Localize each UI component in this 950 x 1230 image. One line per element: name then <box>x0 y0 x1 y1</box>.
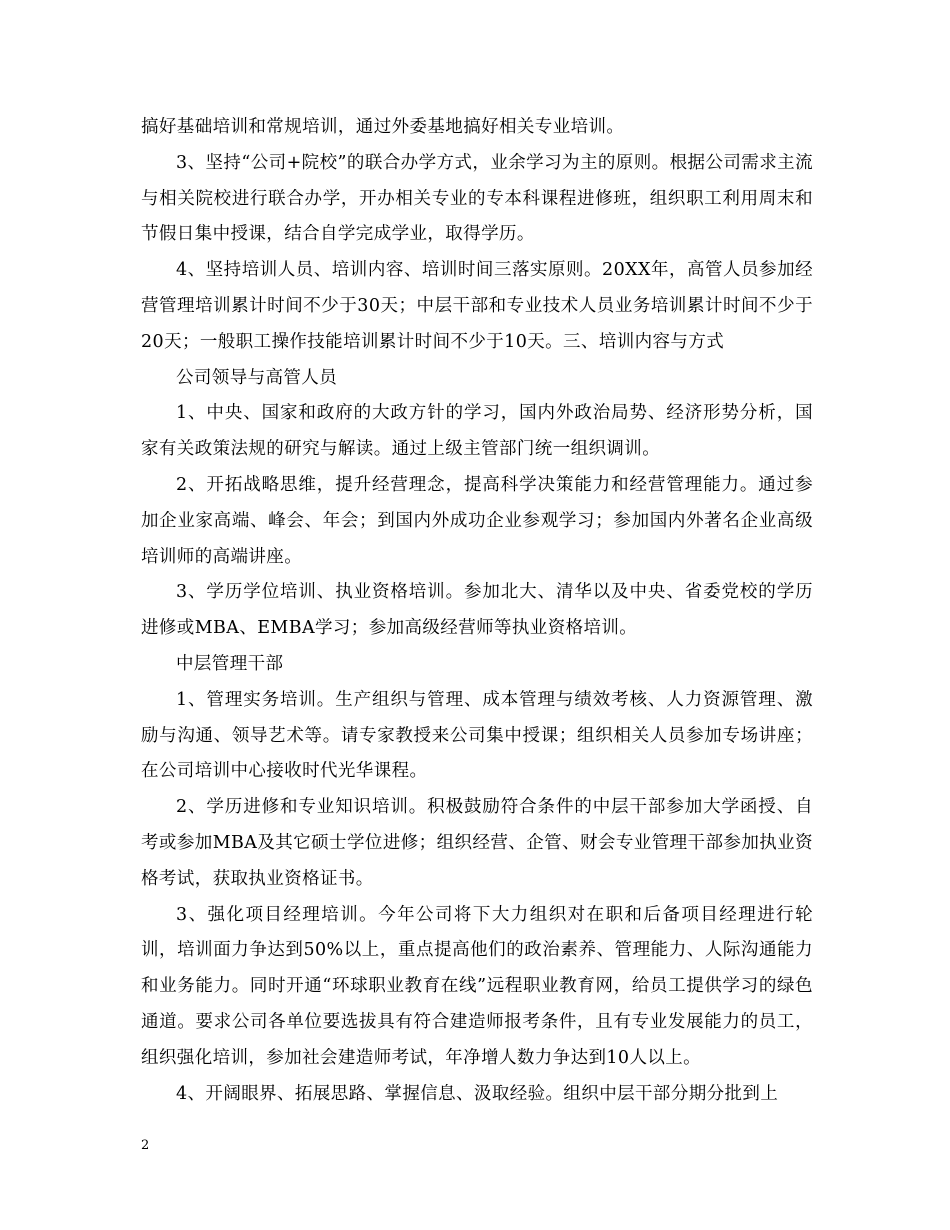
paragraph: 4、坚持培训人员、培训内容、培训时间三落实原则。20XX年，高管人员参加经营管理培训累计时间不少于30天；中层干部和专业技术人员业务培训累计时间不少于20天；一般职工操作技能培训累计时间不少于10天。三、培训内容与方式 <box>141 260 813 352</box>
paragraph: 中层管理干部 <box>176 653 284 674</box>
paragraph: 2、学历进修和专业知识培训。积极鼓励符合条件的中层干部参加大学函授、自考或参加MBA及其它硕士学位进修；组织经营、企管、财会专业管理干部参加执业资格考试，获取执业资格证书。 <box>141 797 813 889</box>
paragraph: 3、坚持“公司+院校”的联合办学方式，业余学习为主的原则。根据公司需求主流与相关院校进行联合办学，开办相关专业的专本科课程进修班，组织职工利用周末和节假日集中授课，结合自学完成学业，取得学历。 <box>141 152 813 245</box>
document-body <box>141 110 813 1112</box>
page-number: 2 <box>141 1138 150 1153</box>
paragraph: 3、学历学位培训、执业资格培训。参加北大、清华以及中央、省委党校的学历进修或MBA、EMBA学习；参加高级经营师等执业资格培训。 <box>141 582 813 639</box>
paragraph: 1、管理实务培训。生产组织与管理、成本管理与绩效考核、人力资源管理、激励与沟通、领导艺术等。请专家教授来公司集中授课；组织相关人员参加专场讲座；在公司培训中心接收时代光华课程。 <box>141 689 813 782</box>
paragraph: 1、中央、国家和政府的大政方针的学习，国内外政治局势、经济形势分析，国家有关政策法规的研究与解读。通过上级主管部门统一组织调训。 <box>141 403 813 460</box>
paragraph: 2、开拓战略思维，提升经营理念，提高科学决策能力和经营管理能力。通过参加企业家高端、峰会、年会；到国内外成功企业参观学习；参加国内外著名企业高级培训师的高端讲座。 <box>141 474 813 567</box>
paragraph: 4、开阔眼界、拓展思路、掌握信息、汲取经验。组织中层干部分期分批到上 <box>176 1083 779 1104</box>
paragraph: 搞好基础培训和常规培训，通过外委基地搞好相关专业培训。 <box>141 117 625 137</box>
paragraph: 3、强化项目经理培训。今年公司将下大力组织对在职和后备项目经理进行轮训，培训面力争达到50%以上，重点提高他们的政治素养、管理能力、人际沟通能力和业务能力。同时开通“环球职业教育在线”远程职业教育网，给员工提供学习的绿色通道。要求公司各单位要选拔具有符合建造师报考条件，且有专业发展能力的员工，组织强化培训，参加社会建造师考试，年净增人数力争达到10人以上。 <box>141 904 813 1068</box>
paragraph: 公司领导与高管人员 <box>176 367 338 388</box>
